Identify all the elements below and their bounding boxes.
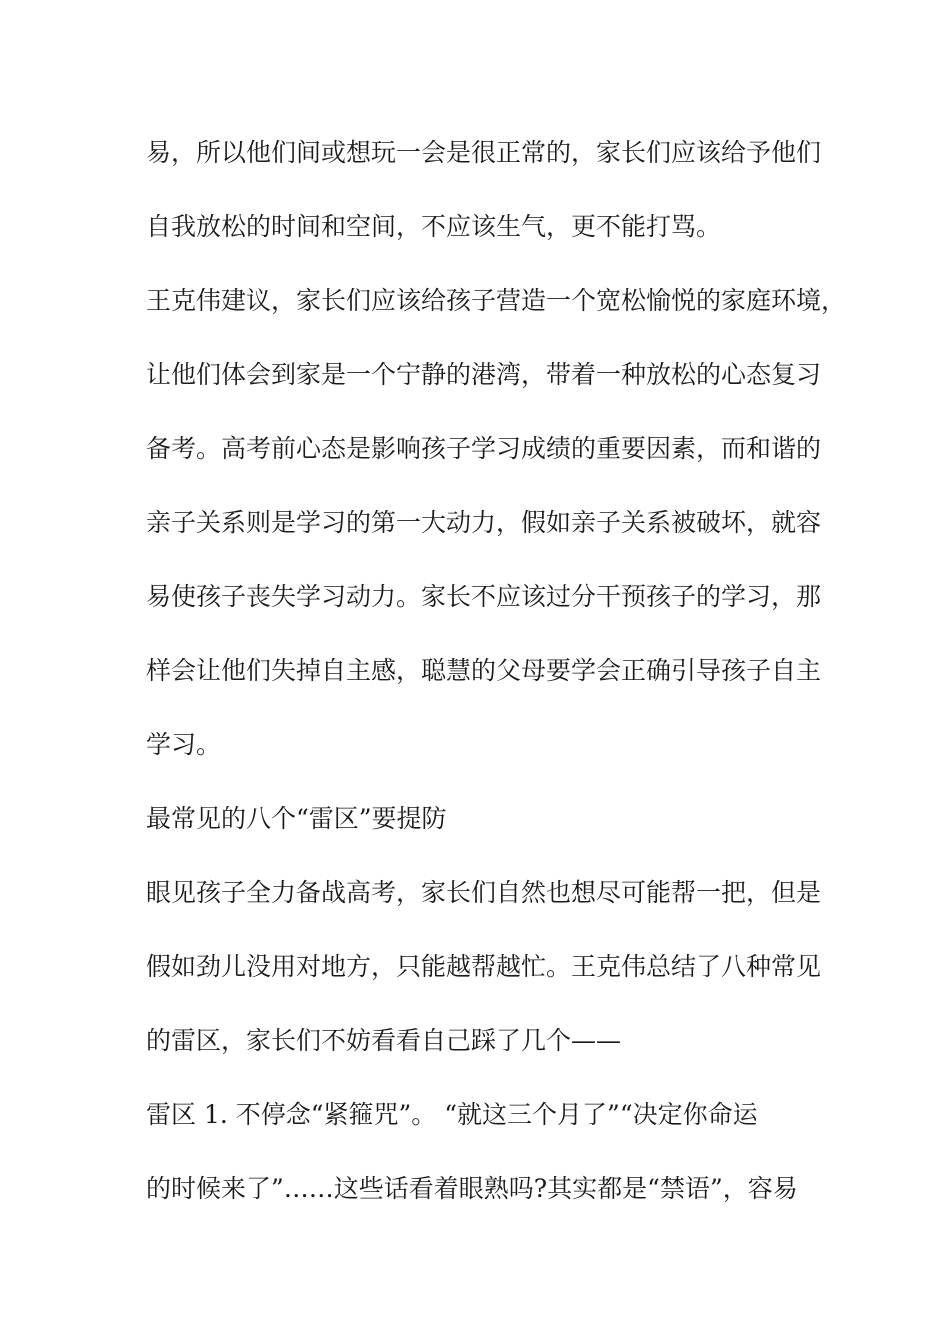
paragraph-line: 备考。高考前心态是影响孩子学习成绩的重要因素，而和谐的 — [146, 434, 822, 463]
body-text — [146, 130, 847, 1240]
paragraph-line: 眼见孩子全力备战高考，家长们自然也想尽可能帮一把，但是 — [146, 878, 822, 907]
paragraph-line: 亲子关系则是学习的第一大动力，假如亲子关系被破坏，就容 — [146, 508, 822, 537]
section-heading: 最常见的八个“雷区”要提防 — [146, 804, 447, 833]
paragraph-line: 让他们体会到家是一个宁静的港湾，带着一种放松的心态复习 — [146, 360, 822, 389]
paragraph-line: 易使孩子丧失学习动力。家长不应该过分干预孩子的学习，那 — [146, 582, 822, 611]
paragraph-line: 的雷区，家长们不妨看看自己踩了几个—— — [146, 1026, 622, 1055]
paragraph-line: 的时候来了”……这些话看着眼熟吗?其实都是“禁语”，容易 — [146, 1174, 798, 1203]
paragraph-line: 雷区 1. 不停念“紧箍咒”。 “就这三个月了”“决定你命运 — [146, 1100, 758, 1129]
paragraph-line: 王克伟建议，家长们应该给孩子营造一个宽松愉悦的家庭环境， — [146, 286, 847, 315]
paragraph-line: 样会让他们失掉自主感，聪慧的父母要学会正确引导孩子自主 — [146, 656, 822, 685]
paragraph-line: 自我放松的时间和空间，不应该生气，更不能打骂。 — [146, 212, 722, 241]
paragraph-line: 假如劲儿没用对地方，只能越帮越忙。王克伟总结了八种常见 — [146, 952, 822, 981]
paragraph-line: 学习。 — [146, 730, 222, 759]
paragraph-line: 易，所以他们间或想玩一会是很正常的，家长们应该给予他们 — [146, 138, 822, 167]
